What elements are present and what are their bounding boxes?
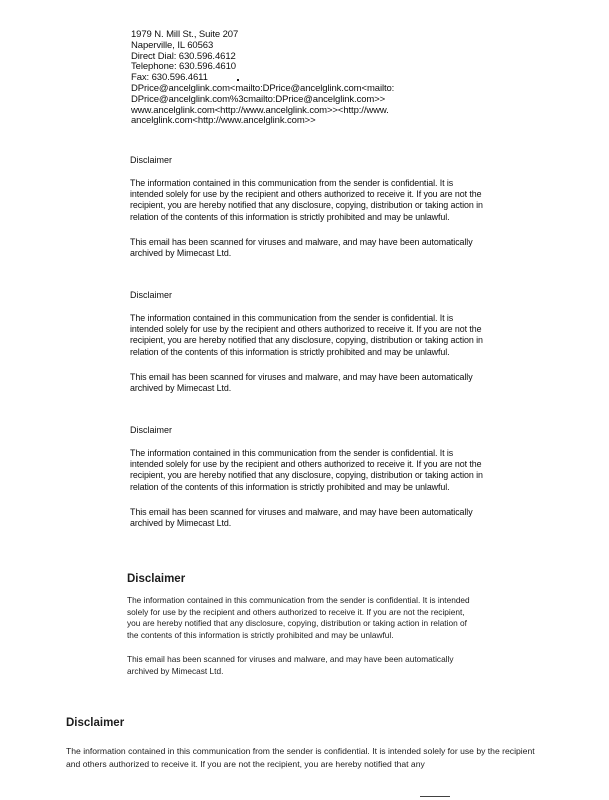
disclaimer-section: [130, 290, 488, 408]
disclaimer-section: [130, 425, 488, 543]
disclaimer-heading: Disclaimer: [127, 573, 186, 585]
confidentiality-paragraph: The information contained in this communication from the sender is confidential. It is intended solely for use by the recipient and others authorized to receive it. If you are not the recipient, you are hereby notified that any disclosure, copying, distribution or taking action in relation of the contents of this information is strictly prohibited and may be unlawful.: [130, 178, 483, 222]
scan-notice-paragraph: This email has been scanned for viruses and malware, and may have been automatically archived by Mimecast Ltd.: [130, 506, 473, 529]
scan-notice-paragraph: This email has been scanned for viruses and malware, and may have been automatically archived by Mimecast Ltd.: [130, 371, 473, 394]
address-line: 1979 N. Mill St., Suite 207: [131, 29, 239, 40]
disclaimer-section-bold: [127, 572, 477, 691]
disclaimer-heading: Disclaimer: [130, 425, 173, 435]
scan-notice-paragraph: This email has been scanned for viruses and malware, and may have been automatically archived by Mimecast Ltd.: [127, 654, 454, 676]
confidentiality-paragraph: The information contained in this communication from the sender is confidential. It is intended solely for use by the recipient and others authorized to receive it. If you are not the recipient, you are hereby notified that any disclosure, copying, distribution or taking action in relation of the contents of this information is strictly prohibited and may be unlawful.: [130, 313, 483, 357]
direct-dial-line: Direct Dial: 630.596.4612: [131, 50, 236, 62]
signature-block: [131, 30, 431, 127]
telephone-line: Telephone: 630.596.4610: [131, 61, 236, 73]
scan-notice-paragraph: This email has been scanned for viruses and malware, and may have been automatically archived by Mimecast Ltd.: [130, 236, 473, 259]
fax-line: Fax: 630.596.4611: [131, 72, 208, 84]
disclaimer-heading: Disclaimer: [66, 717, 125, 729]
confidentiality-paragraph: The information contained in this communication from the sender is confidential. It is intended solely for use by the recipient and others authorized to receive it. If you are not the recipient, you are hereby notified that any disclosure, copying, distribution or taking action in relation of the contents of this information is strictly prohibited and may be unlawful.: [130, 448, 483, 492]
address-line: Naperville, IL 60563: [131, 39, 214, 51]
scan-artifact-dot: [237, 79, 239, 81]
website-link-line: ancelglink.com<http://www.ancelglink.com>>: [131, 115, 316, 127]
disclaimer-heading: Disclaimer: [130, 290, 173, 300]
disclaimer-heading: Disclaimer: [130, 155, 173, 165]
disclaimer-section-truncated: [66, 716, 536, 771]
email-link-line: DPrice@ancelglink.com%3cmailto:DPrice@ancelglink.com>>: [131, 93, 386, 105]
disclaimer-section: [130, 155, 488, 273]
email-link-line: DPrice@ancelglink.com<mailto:DPrice@ancelglink.com<mailto:: [131, 82, 395, 94]
website-link-line: www.ancelglink.com<http://www.ancelglink.com>><http://www.: [131, 104, 389, 116]
confidentiality-paragraph: The information contained in this communication from the sender is confidential. It is intended solely for use by the recipient and others authorized to receive it. If you are not the recipient, you are hereby notified that any: [66, 746, 535, 770]
confidentiality-paragraph: The information contained in this communication from the sender is confidential. It is intended solely for use by the recipient and others authorized to receive it. If you are not the recipient, you are hereby notified that any disclosure, copying, distribution or taking action in relation of the contents of this information is strictly prohibited and may be unlawful.: [127, 595, 470, 640]
scan-artifact-edge: [420, 796, 450, 797]
